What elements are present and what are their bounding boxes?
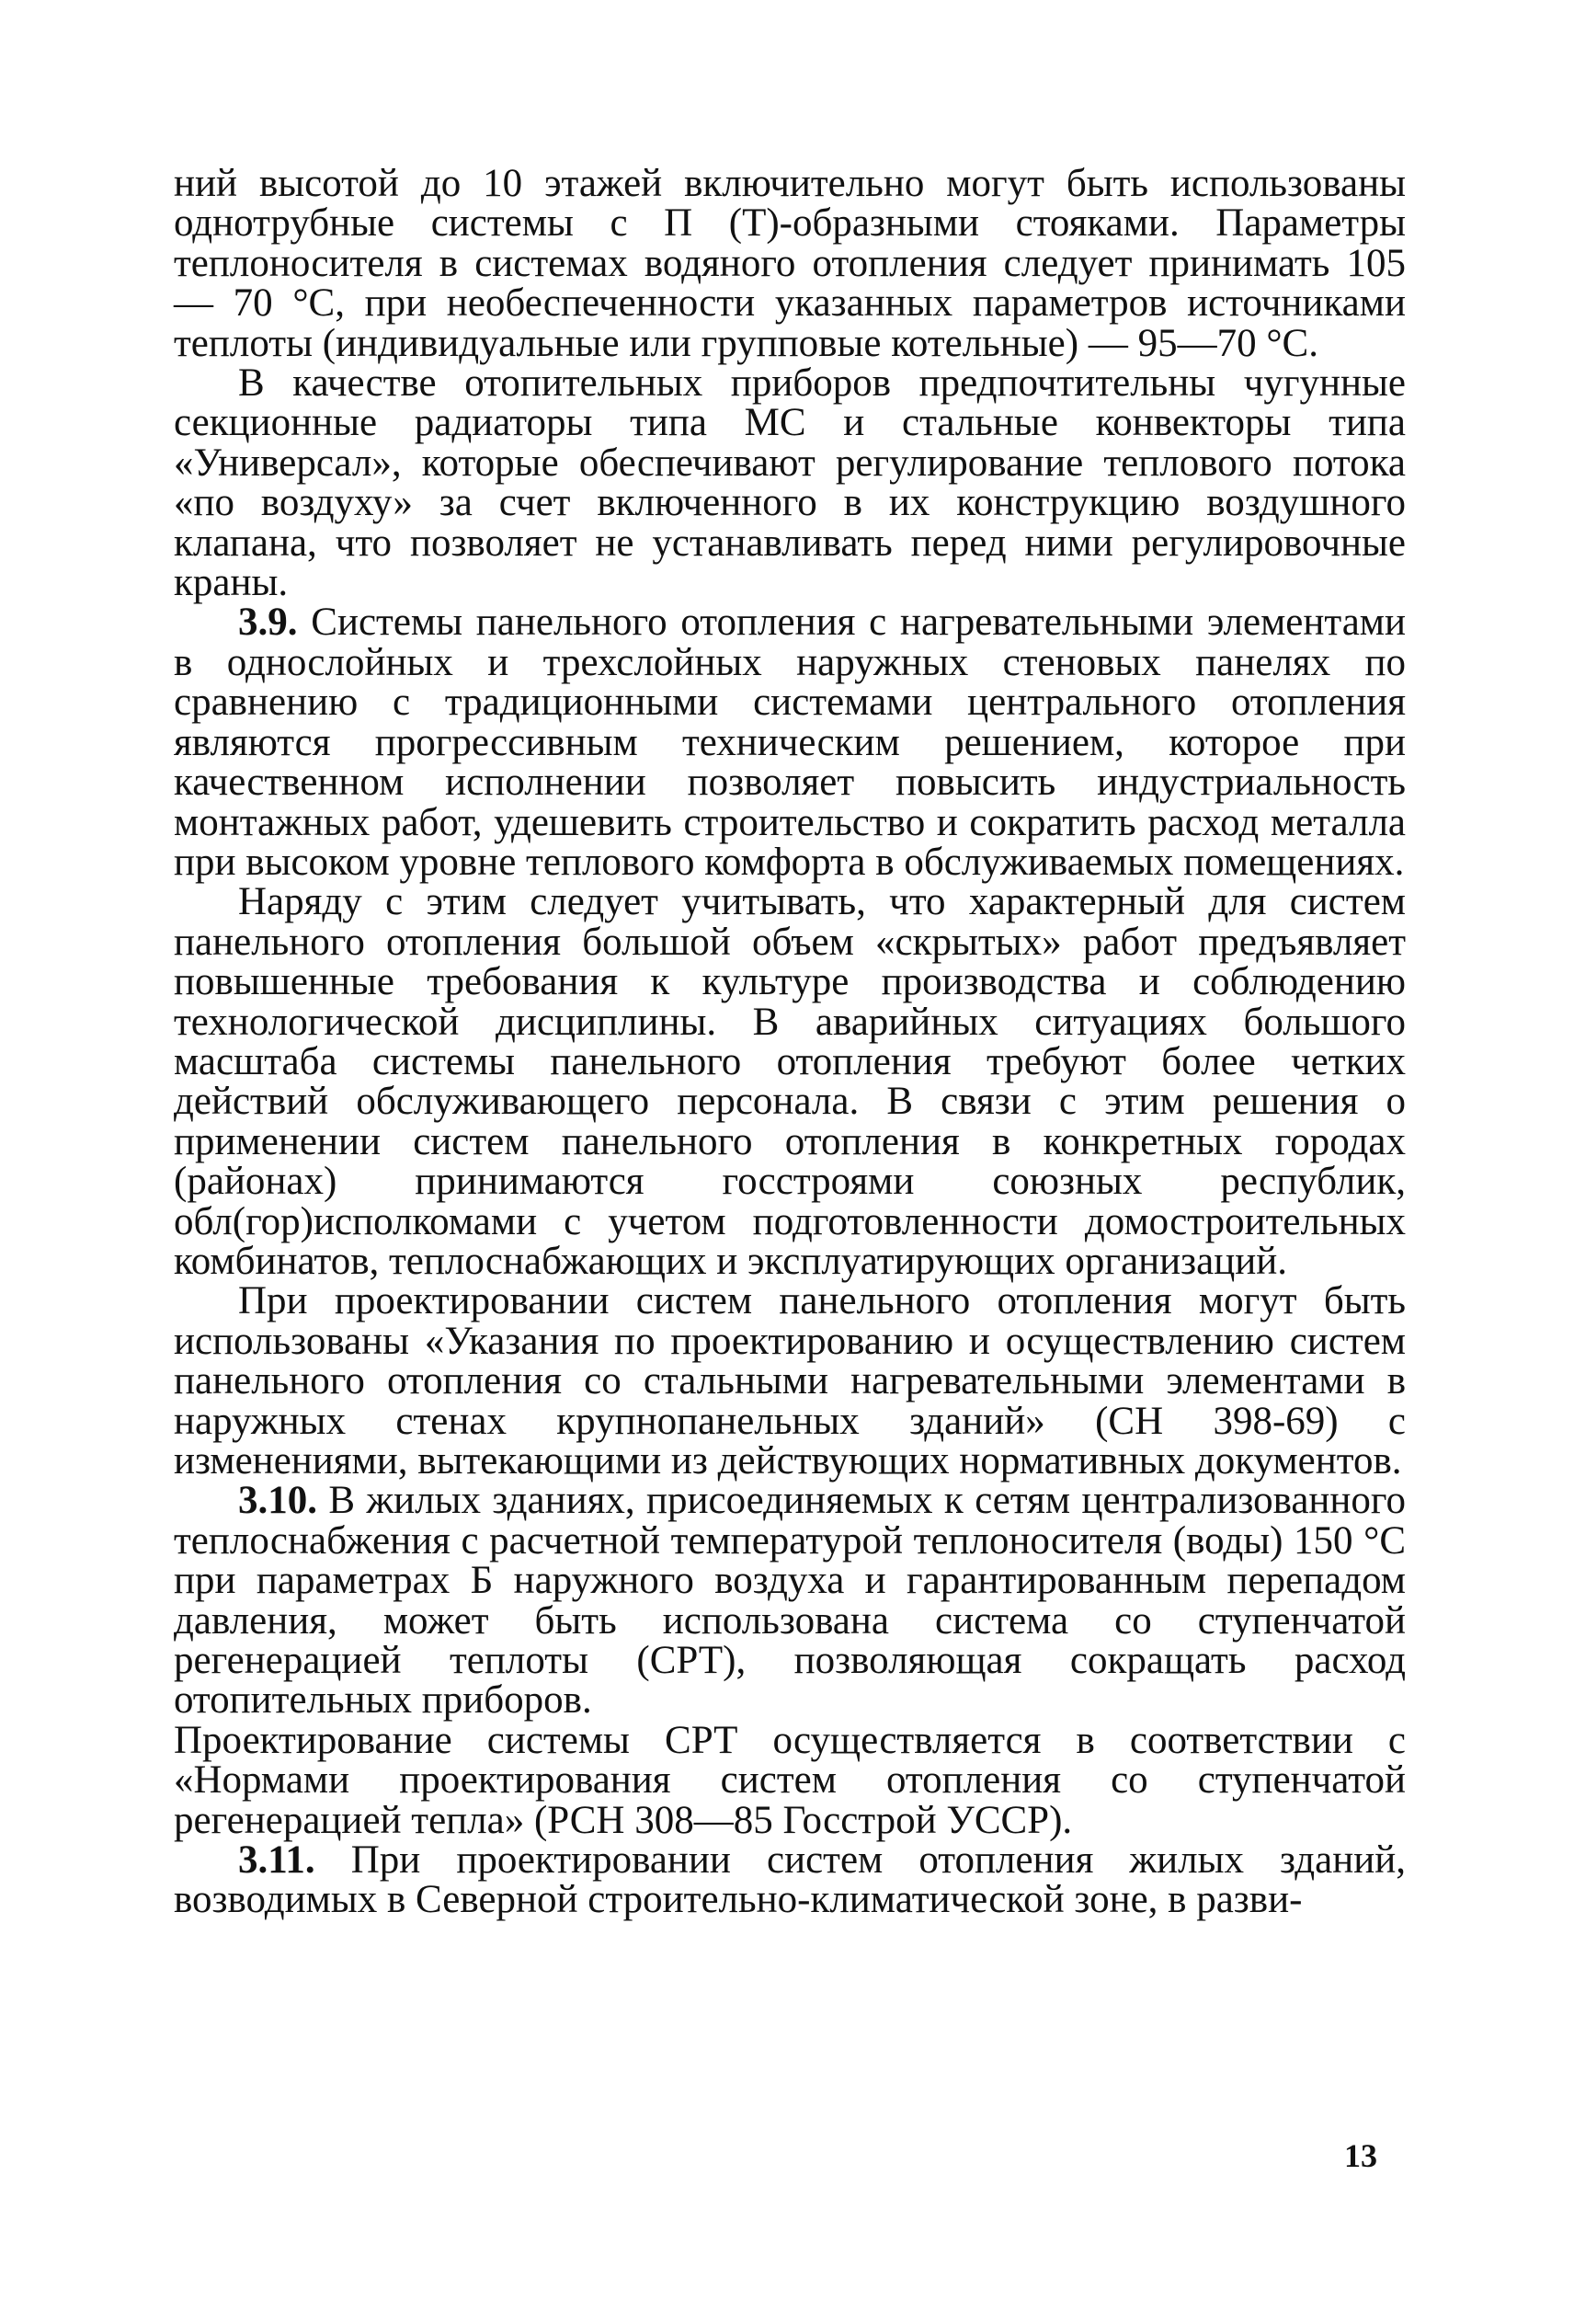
paragraph-section-3-9 <box>174 602 1406 882</box>
paragraph-text: При проектировании систем отопления жилых зданий, возводимых в Северной строительно-климатической зоне, в разви- <box>174 1838 1406 1922</box>
paragraph-panel-heating-guidance <box>174 1281 1406 1481</box>
paragraph-text: Проектирование системы СРТ осуществляется в соответствии с «Нормами проектирования систем отопления со ступенчатой регенерацией тепла» (РСН 308—85 Госстрой УССР). <box>174 1718 1406 1842</box>
paragraph-hidden-works <box>174 882 1406 1281</box>
paragraph-text: Системы панельного отопления с нагревательными элементами в однослойных и трехслойных наружных стеновых панелях по сравнению с традиционными системами центрального отопления являются прогрессивным техническим решением, которое при качественном исполнении позволяет повысить индустриальность монтажных работ, удешевить строительство и сократить расход металла при высоком уровне теплового комфорта в обслуживаемых помещениях. <box>174 601 1407 884</box>
paragraph-srt-design <box>174 1718 1406 1842</box>
paragraph-text: В жилых зданиях, присоединяемых к сетям централизованного теплоснабжения с расчетной температурой теплоносителя (воды) 150 °С при параметрах Б наружного воздуха и гарантированным перепадом давления, может быть использована система со ступенчатой регенерацией теплоты (СРТ), позволяющая сокращать расход отопительных приборов. <box>174 1479 1406 1723</box>
paragraph-heating-devices <box>174 361 1406 605</box>
page-number: 13 <box>1344 2137 1377 2174</box>
paragraph-section-3-10 <box>174 1479 1406 1723</box>
section-number: 3.9. <box>238 601 298 645</box>
paragraph-section-3-11 <box>174 1840 1406 1920</box>
section-number: 3.11. <box>238 1838 315 1883</box>
paragraph-text: ний высотой до 10 этажей включительно могут быть использованы однотрубные системы с П (Т)-образными стояками. Параметры теплоносителя в системах водяного отопления следует принимать 105 — 70 °С, при необеспеченности указанных параметров источниками теплоты (индивидуальные или групповые котельные) — 95—70 °С. <box>174 162 1406 365</box>
paragraph-text: При проектировании систем панельного отопления могут быть использованы «Указания по проектированию и осуществлению систем панельного отопления со стальными нагревательными элементами в наружных стенах крупнопанельных зданий» (СН 398-69) с изменениями, вытекающими из действующих нормативных документов. <box>174 1279 1406 1483</box>
page-body <box>174 164 1406 1920</box>
paragraph-text: В качестве отопительных приборов предпочтительны чугунные секционные радиаторы типа МС и стальные конвекторы типа «Универсал», которые обеспечивают регулирование теплового потока «по воздуху» за счет включенного в их конструкцию воздушного клапана, что позволяет не устанавливать перед ними регулировочные краны. <box>174 361 1406 605</box>
paragraph-text: Наряду с этим следует учитывать, что характерный для систем панельного отопления большой объем «скрытых» работ предъявляет повышенные требования к культуре производства и соблюдению технологической дисциплины. В аварийных ситуациях большого масштаба системы панельного отопления требуют более четких действий обслуживающего персонала. В связи с этим решения о применении систем панельного отопления в конкретных городах (районах) принимаются госстроями союзных республик, обл(гор)исполкомами с учетом подготовленности домостроительных комбинатов, теплоснабжающих и эксплуатирующих организаций. <box>174 880 1406 1283</box>
paragraph-continuation <box>174 164 1406 363</box>
section-number: 3.10. <box>238 1479 317 1523</box>
